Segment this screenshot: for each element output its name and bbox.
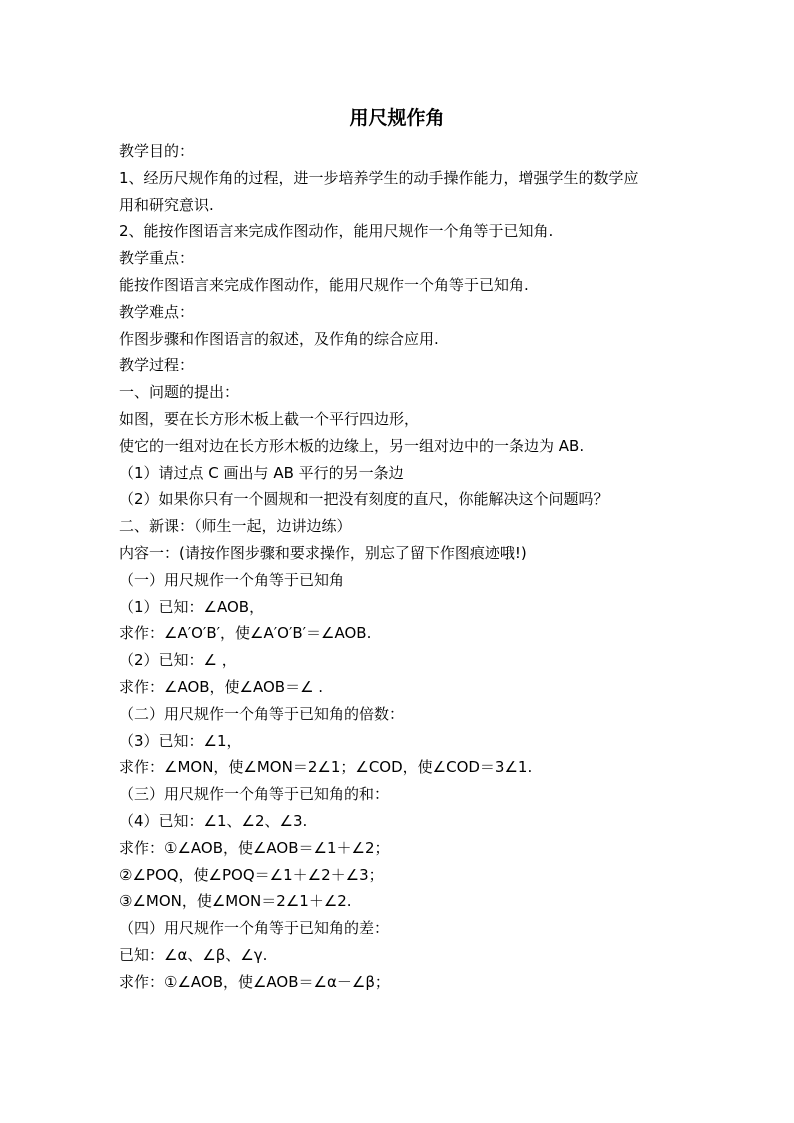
text-line: （四）用尺规作一个角等于已知角的差： bbox=[119, 919, 390, 938]
text-line: ③∠MON，使∠MON＝2∠1＋∠2. bbox=[119, 892, 352, 911]
text-line: （4）已知：∠1、∠2、∠3. bbox=[119, 811, 308, 830]
text-line: ②∠POQ，使∠POQ＝∠1＋∠2＋∠3； bbox=[119, 865, 384, 884]
text-line: 求作：∠A′O′B′，使∠A′O′B′＝∠AOB. bbox=[119, 624, 372, 643]
text-line: 求作：①∠AOB，使∠AOB＝∠1＋∠2； bbox=[119, 838, 390, 857]
text-line: 求作：∠AOB，使∠AOB＝∠ . bbox=[119, 677, 324, 696]
text-line: 求作：①∠AOB，使∠AOB＝∠α－∠β； bbox=[119, 972, 390, 991]
document-body bbox=[119, 138, 719, 996]
text-line: （二）用尺规作一个角等于已知角的倍数： bbox=[119, 704, 405, 723]
text-line: 已知：∠α、∠β、∠γ. bbox=[119, 945, 268, 964]
text-line: （3）已知：∠1， bbox=[119, 731, 242, 750]
text-line: （1）已知：∠AOB， bbox=[119, 597, 265, 616]
text-line: 求作：∠MON，使∠MON＝2∠1；∠COD，使∠COD＝3∠1. bbox=[119, 758, 533, 777]
text-line: （2）如果你只有一个圆规和一把没有刻度的直尺，你能解决这个问题吗？ bbox=[119, 490, 609, 509]
text-line: 2、能按作图语言来完成作图动作，能用尺规作一个角等于已知角. bbox=[119, 222, 554, 241]
text-line: 教学难点： bbox=[119, 302, 195, 321]
text-line: （1）请过点 C 画出与 AB 平行的另一条边 bbox=[119, 463, 404, 482]
text-line: 使它的一组对边在长方形木板的边缘上，另一组对边中的一条边为 AB. bbox=[119, 436, 585, 455]
text-line: （一）用尺规作一个角等于已知角 bbox=[119, 570, 345, 589]
text-line: 能按作图语言来完成作图动作，能用尺规作一个角等于已知角. bbox=[119, 275, 529, 294]
text-line: 1、经历尺规作角的过程，进一步培养学生的动手操作能力，增强学生的数学应 bbox=[119, 168, 639, 187]
text-line: 教学重点： bbox=[119, 249, 195, 268]
text-line: 教学目的： bbox=[119, 142, 195, 160]
text-line: 内容一：(请按作图步骤和要求操作，别忘了留下作图痕迹哦!) bbox=[119, 543, 527, 562]
text-line: 如图，要在长方形木板上截一个平行四边形， bbox=[119, 409, 420, 428]
text-line: 作图步骤和作图语言的叙述，及作角的综合应用. bbox=[119, 329, 439, 348]
text-line: 教学过程： bbox=[119, 356, 195, 375]
text-line: 二、新课：（师生一起，边讲边练） bbox=[119, 517, 352, 536]
text-line: （三）用尺规作一个角等于已知角的和： bbox=[119, 785, 390, 804]
text-line: 用和研究意识. bbox=[119, 195, 214, 214]
text-line: 一、问题的提出： bbox=[119, 383, 240, 402]
text-line: （2）已知：∠ ， bbox=[119, 651, 237, 670]
document-title: 用尺规作角 bbox=[349, 107, 445, 129]
